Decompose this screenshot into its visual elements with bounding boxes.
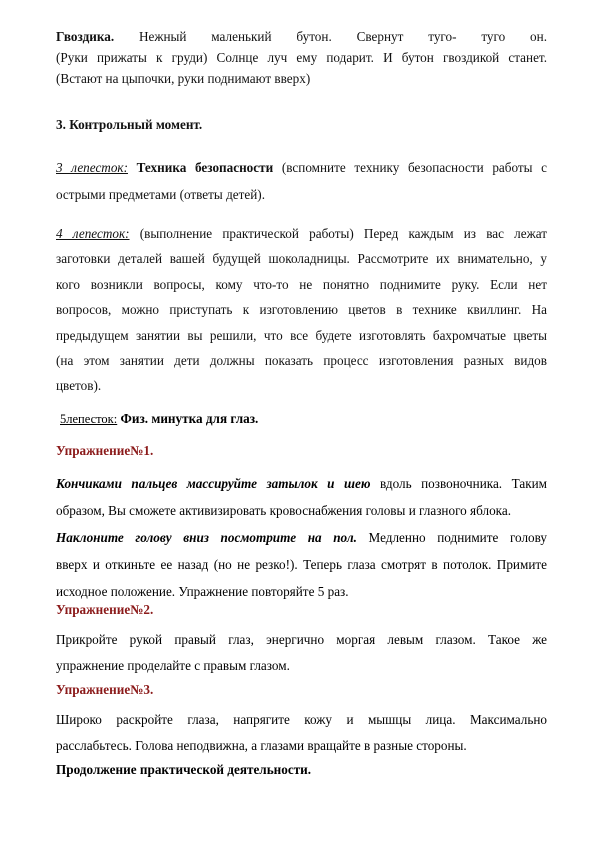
petal-4-line-3: кого возникли вопросы, кому что-то не понятно поднимите руку. Если нет xyxy=(56,276,547,292)
poem-line-1: Гвоздика. Нежный маленький бутон. Свернут туго- туго он. xyxy=(56,29,547,44)
petal-3-line-1: 3 лепесток: Техника безопасности (вспомните технику безопасности работы с xyxy=(56,160,548,175)
exercise-1-line-4: вверх и откиньте ее назад (но не резко!). Теперь глаза смотрят в потолок. Примите xyxy=(56,557,547,572)
exercise-2-block xyxy=(56,627,547,679)
petal-3-heading: Техника безопасности xyxy=(136,160,274,175)
exercise-1-title: Упражнение№1. xyxy=(56,443,154,458)
exercise-2-line-1: Прикройте рукой правый глаз, энергично моргая левым глазом. Такое же xyxy=(56,632,547,647)
petal-4-line-6: (на этом занятии дети должны показать процесс изготовления разных видов xyxy=(56,353,547,369)
exercise-3-line-1: Широко раскройте глаза, напрягите кожу и мышцы лица. Максимально xyxy=(56,712,547,727)
exercise-1-line-1: Кончиками пальцев массируйте затылок и шею вдоль позвоночника. Таким xyxy=(56,476,547,491)
poem-block xyxy=(56,26,547,89)
poem-line-3: (Встают на цыпочки, руки поднимают вверх) xyxy=(56,71,311,86)
petal-4-line-2: заготовки деталей вашей будущей шоколадницы. Рассмотрите их внимательно, у xyxy=(56,251,547,267)
section-3-heading: 3. Контрольный момент. xyxy=(56,117,203,132)
exercise-1-block xyxy=(56,470,547,605)
petal-4-line-7: цветов). xyxy=(56,378,102,394)
closing-heading: Продолжение практической деятельности. xyxy=(56,762,312,777)
exercise-3-line-2: расслабьтесь. Голова неподвижна, а глазами вращайте в разные стороны. xyxy=(56,738,467,753)
exercise-2-title: Упражнение№2. xyxy=(56,602,154,617)
exercise-1-line-2: образом, Вы сможете активизировать кровоснабжения головы и глазного яблока. xyxy=(56,503,512,518)
exercise-1-line-5: исходное положение. Упражнение повторяйте 5 раз. xyxy=(56,584,349,599)
petal-3-line-2: острыми предметами (ответы детей). xyxy=(56,187,265,202)
petal-5-label: 5лепесток: xyxy=(60,412,118,426)
petal-4-line-1: 4 лепесток: (выполнение практической работы) Перед каждым из вас лежат xyxy=(56,226,547,241)
exercise-3-title: Упражнение№3. xyxy=(56,682,154,697)
exercise-3-block xyxy=(56,707,547,759)
exercise-2-line-2: упражнение проделайте с правым глазом. xyxy=(56,658,290,673)
petal-4-line-4: вопросов, можно приступать к изготовлению цветов в технике квиллинг. На xyxy=(56,302,547,318)
petal-4-block xyxy=(56,221,547,399)
poem-line-2: (Руки прижаты к груди) Солнце луч ему подарит. И бутон гвоздикой станет. xyxy=(56,50,547,65)
petal-4-label: 4 лепесток: xyxy=(56,226,130,241)
petal-3-label: 3 лепесток: xyxy=(56,160,128,175)
petal-5-heading xyxy=(60,411,551,427)
exercise-1-line-3: Наклоните голову вниз посмотрите на пол. Медленно поднимите голову xyxy=(56,530,548,545)
petal-3-block xyxy=(56,154,547,208)
petal-5-title: Физ. минутка для глаз. xyxy=(120,411,259,426)
petal-4-line-5: предыдущем занятии вы решили, что все будете изготовлять бахромчатые цветы xyxy=(56,327,547,343)
